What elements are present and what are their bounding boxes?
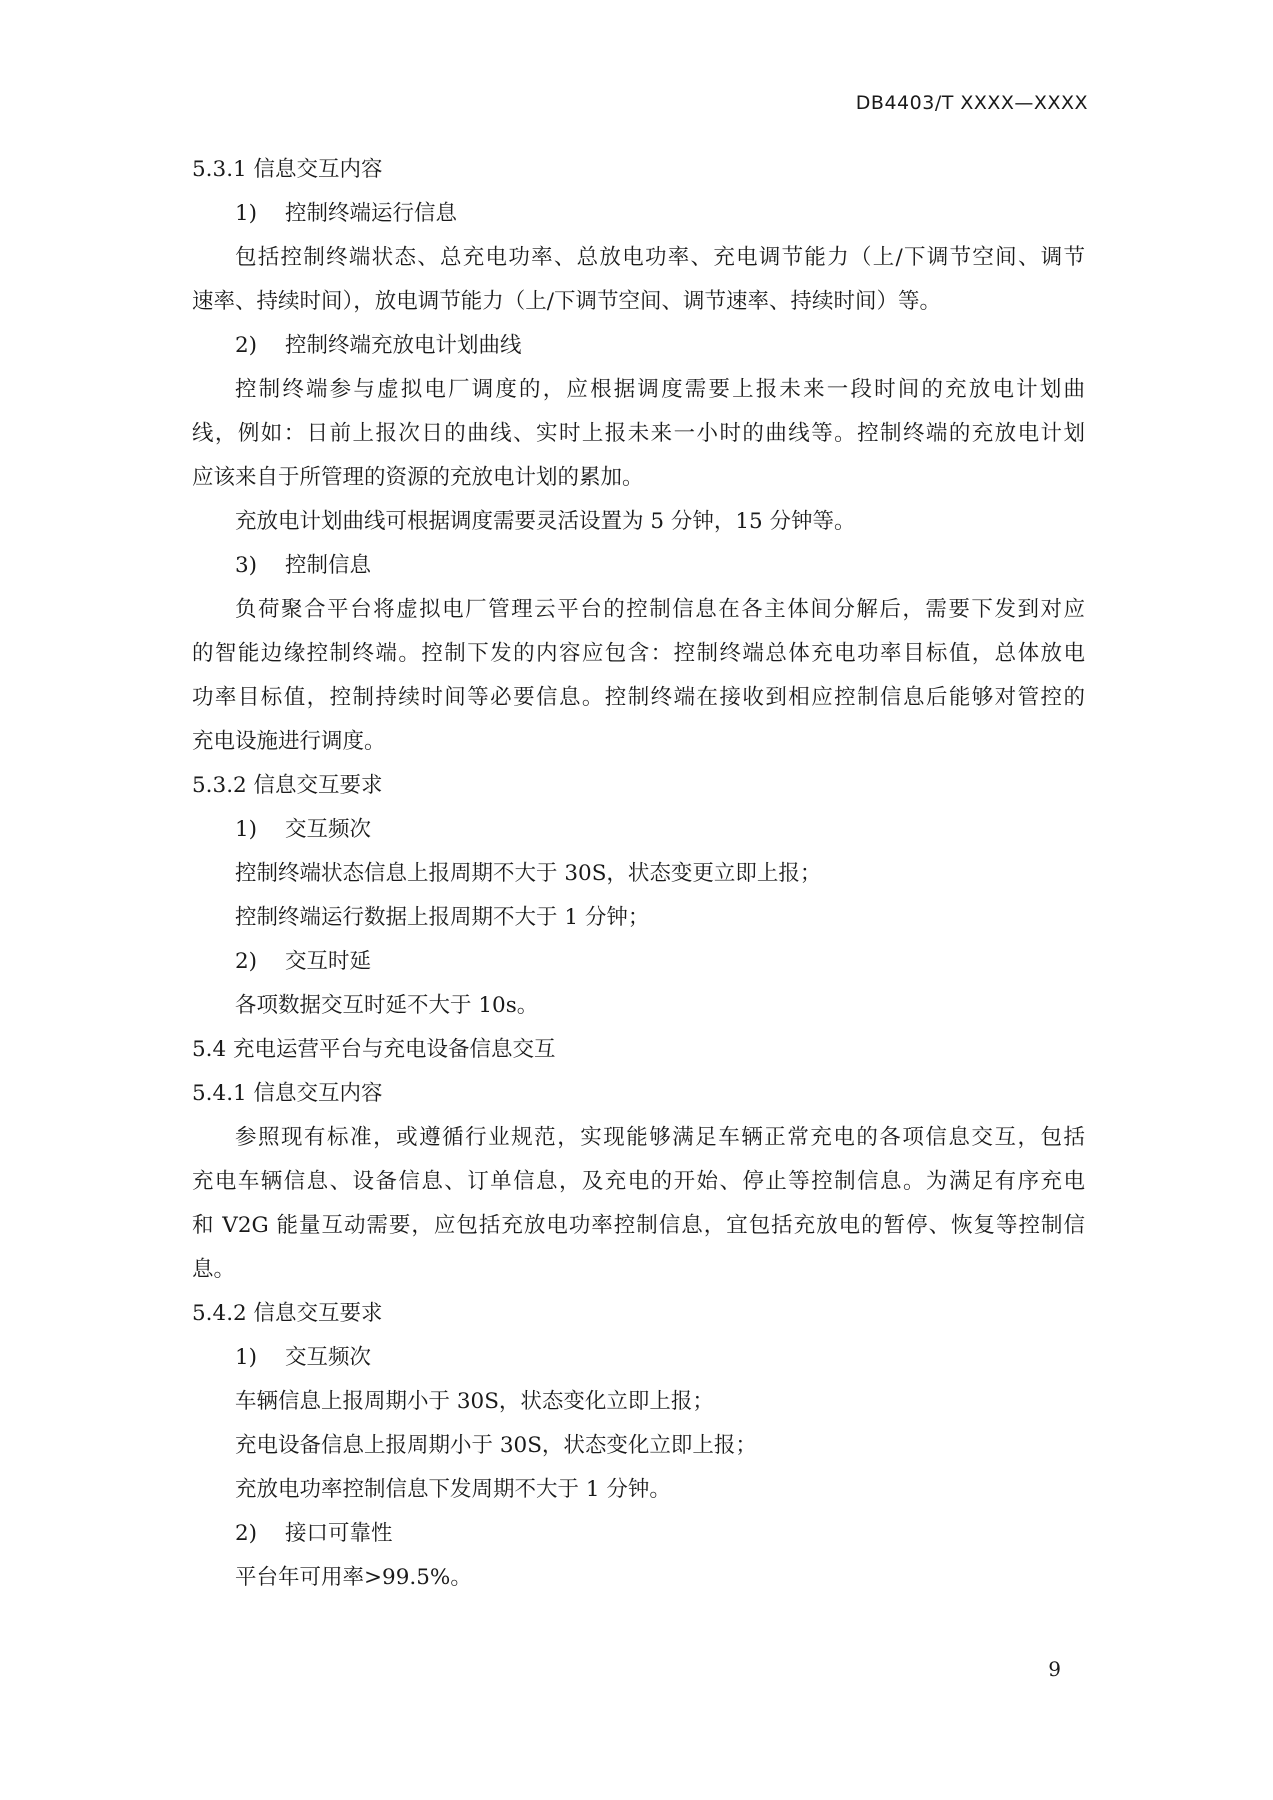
list-item-number: 2)	[235, 1521, 258, 1546]
list-item-label: 交互时延	[285, 949, 372, 974]
paragraph-line: 平台年可用率>99.5%。	[235, 1565, 472, 1590]
section-heading-5-3-1: 5.3.1 信息交互内容	[192, 157, 383, 182]
paragraph-line: 息。	[192, 1257, 236, 1282]
list-item-1	[192, 192, 1085, 236]
paragraph-line: 的智能边缘控制终端。控制下发的内容应包含：控制终端总体充电功率目标值，总体放电	[192, 641, 1085, 666]
section-heading-5-3-2: 5.3.2 信息交互要求	[192, 773, 383, 798]
paragraph-line: 控制终端状态信息上报周期不大于 30S，状态变更立即上报；	[235, 861, 822, 886]
paragraph-line: 线，例如：日前上报次日的曲线、实时上报未来一小时的曲线等。控制终端的充放电计划	[192, 421, 1085, 446]
list-item-number: 1)	[235, 1345, 258, 1370]
list-item-1	[192, 1336, 1085, 1380]
list-item-2	[192, 324, 1085, 368]
list-item-number: 1)	[235, 817, 258, 842]
list-item-label: 交互频次	[285, 817, 372, 842]
paragraph-line: 包括控制终端状态、总充电功率、总放电功率、充电调节能力（上/下调节空间、调节	[235, 245, 1085, 270]
list-item-1	[192, 808, 1085, 852]
paragraph-line: 应该来自于所管理的资源的充放电计划的累加。	[192, 465, 644, 490]
paragraph-line: 参照现有标准，或遵循行业规范，实现能够满足车辆正常充电的各项信息交互，包括	[235, 1125, 1085, 1150]
paragraph-line: 充电设施进行调度。	[192, 729, 386, 754]
page-number: 9	[1048, 1657, 1061, 1681]
list-item-label: 控制终端运行信息	[285, 201, 458, 226]
list-item-label: 接口可靠性	[285, 1521, 393, 1546]
document-body	[192, 148, 1085, 1600]
paragraph-line: 充电车辆信息、设备信息、订单信息，及充电的开始、停止等控制信息。为满足有序充电	[192, 1169, 1085, 1194]
section-heading-5-4-2: 5.4.2 信息交互要求	[192, 1301, 383, 1326]
list-item-number: 3)	[235, 553, 258, 578]
list-item-label: 控制终端充放电计划曲线	[285, 333, 522, 358]
paragraph-line: 充放电计划曲线可根据调度需要灵活设置为 5 分钟，15 分钟等。	[235, 509, 856, 534]
paragraph-line: 控制终端参与虚拟电厂调度的，应根据调度需要上报未来一段时间的充放电计划曲	[235, 377, 1085, 402]
document-header-code: DB4403/T XXXX—XXXX	[855, 92, 1088, 114]
paragraph-line: 各项数据交互时延不大于 10s。	[235, 993, 539, 1018]
section-heading-5-4-1: 5.4.1 信息交互内容	[192, 1081, 383, 1106]
paragraph-line: 控制终端运行数据上报周期不大于 1 分钟；	[235, 905, 650, 930]
paragraph-line: 充电设备信息上报周期小于 30S，状态变化立即上报；	[235, 1433, 757, 1458]
paragraph-line: 速率、持续时间），放电调节能力（上/下调节空间、调节速率、持续时间）等。	[192, 289, 941, 314]
list-item-label: 控制信息	[285, 553, 372, 578]
list-item-number: 1)	[235, 201, 258, 226]
paragraph-line: 和 V2G 能量互动需要，应包括充放电功率控制信息，宜包括充放电的暂停、恢复等控制信	[192, 1213, 1085, 1238]
paragraph-line: 充放电功率控制信息下发周期不大于 1 分钟。	[235, 1477, 671, 1502]
list-item-label: 交互频次	[285, 1345, 372, 1370]
paragraph-line: 负荷聚合平台将虚拟电厂管理云平台的控制信息在各主体间分解后，需要下发到对应	[235, 597, 1085, 622]
list-item-number: 2)	[235, 333, 258, 358]
paragraph-line: 车辆信息上报周期小于 30S，状态变化立即上报；	[235, 1389, 714, 1414]
list-item-3	[192, 544, 1085, 588]
list-item-number: 2)	[235, 949, 258, 974]
list-item-2	[192, 1512, 1085, 1556]
paragraph-line: 功率目标值，控制持续时间等必要信息。控制终端在接收到相应控制信息后能够对管控的	[192, 685, 1085, 710]
list-item-2	[192, 940, 1085, 984]
section-heading-5-4: 5.4 充电运营平台与充电设备信息交互	[192, 1037, 556, 1062]
